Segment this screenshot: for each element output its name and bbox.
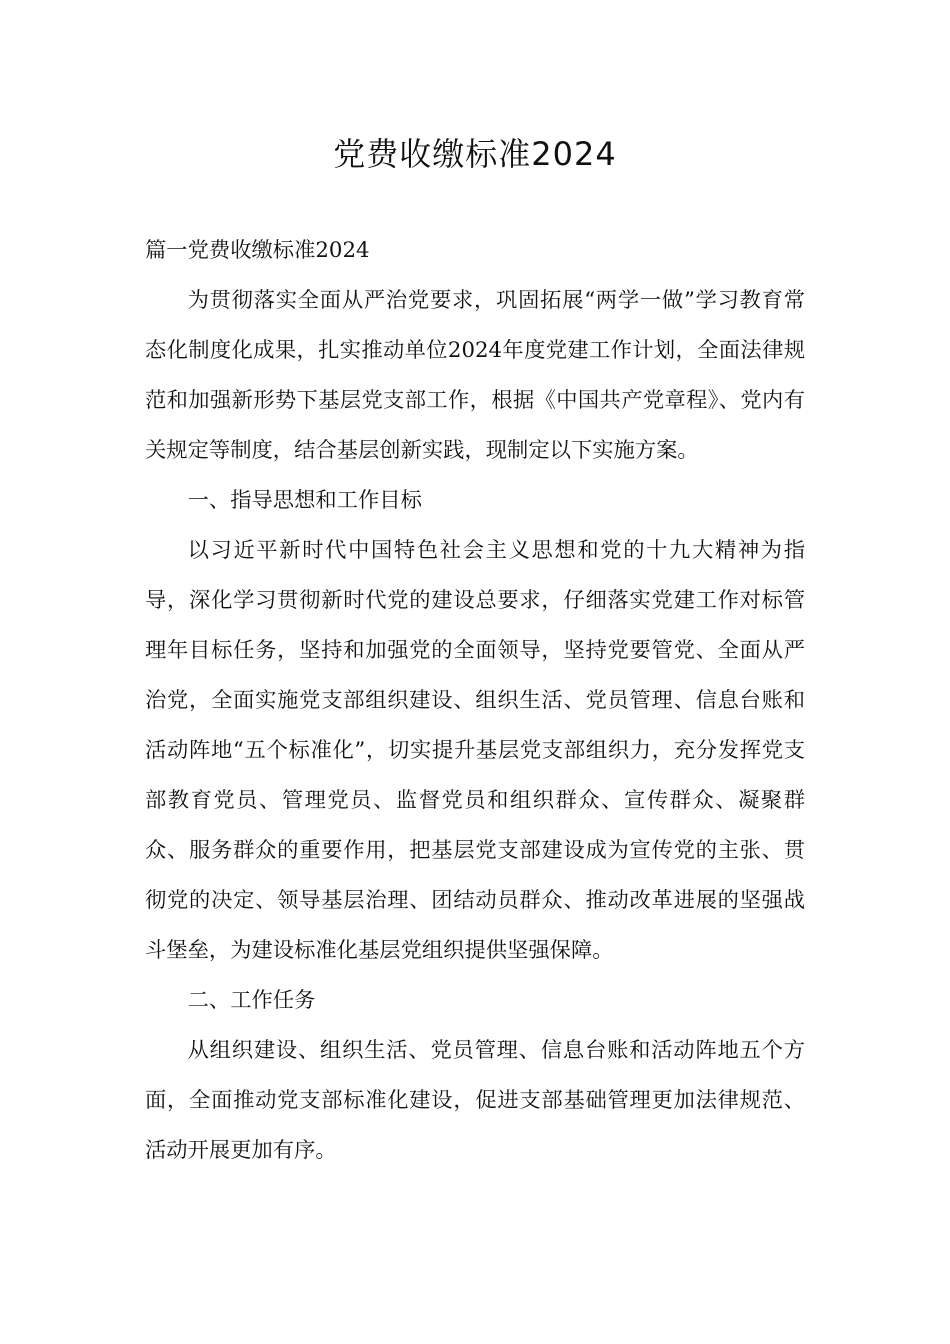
document-title: 党费收缴标准2024: [333, 135, 617, 173]
section-heading-guiding-ideology: 一、指导思想和工作目标: [187, 488, 422, 513]
paragraph-intro: 为贯彻落实全面从严治党要求，巩固拓展“两学一做”学习教育常态化制度化成果，扎实推动单位2024年度党建工作计划，全面法律规范和加强新形势下基层党支部工作，根据《中国共产党章程》、党内有关规定等制度，结合基层创新实践，现制定以下实施方案。: [145, 288, 805, 463]
document-body: [145, 226, 805, 1176]
section-heading-work-tasks: 二、工作任务: [187, 988, 316, 1013]
document-subtitle: 篇一党费收缴标准2024: [145, 238, 370, 263]
paragraph-guiding-ideology: 以习近平新时代中国特色社会主义思想和党的十九大精神为指导，深化学习贯彻新时代党的建设总要求，仔细落实党建工作对标管理年目标任务，坚持和加强党的全面领导，坚持党要管党、全面从严治党，全面实施党支部组织建设、组织生活、党员管理、信息台账和活动阵地“五个标准化”，切实提升基层党支部组织力，充分发挥党支部教育党员、管理党员、监督党员和组织群众、宣传群众、凝聚群众、服务群众的重要作用，把基层党支部建设成为宣传党的主张、贯彻党的决定、领导基层治理、团结动员群众、推动改革进展的坚强战斗堡垒，为建设标准化基层党组织提供坚强保障。: [145, 538, 805, 963]
paragraph-work-tasks: 从组织建设、组织生活、党员管理、信息台账和活动阵地五个方面，全面推动党支部标准化建设，促进支部基础管理更加法律规范、活动开展更加有序。: [145, 1038, 805, 1163]
